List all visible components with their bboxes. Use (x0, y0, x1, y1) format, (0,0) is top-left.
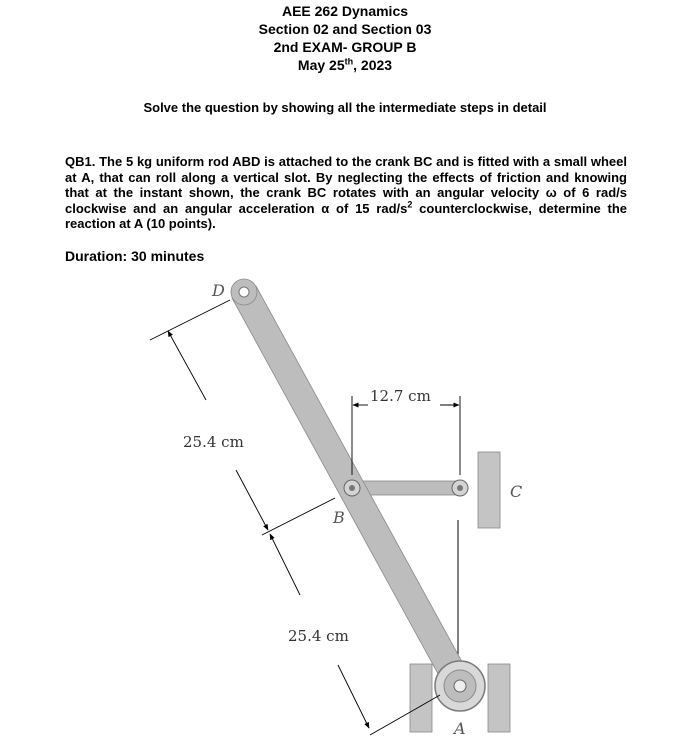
dim-line-bottom-upper (270, 534, 300, 595)
slot-support-left (410, 664, 432, 732)
units-superscript: 2 (407, 199, 413, 210)
dim-label-bottom: 25.4 cm (288, 627, 349, 645)
course-title: AEE 262 Dynamics (281, 3, 409, 19)
dim-line-top-lower (236, 470, 268, 530)
pin-b-dot (349, 485, 355, 491)
instruction-text: Solve the question by showing all the intermediate steps in detail (143, 100, 547, 115)
label-b: B (333, 508, 345, 527)
dim-label-crank: 12.7 cm (370, 387, 431, 405)
ext-line-d (150, 300, 230, 340)
dim-label-top: 25.4 cm (183, 433, 244, 451)
duration-text: Duration: 30 minutes (65, 248, 205, 264)
sections-line: Section 02 and Section 03 (258, 21, 432, 37)
pin-c-dot (457, 485, 463, 491)
dim-line-top-upper (168, 331, 206, 400)
ext-line-b (262, 498, 335, 535)
pin-d-icon (239, 287, 249, 297)
exam-title: 2nd EXAM- GROUP B (273, 39, 417, 55)
exam-date: May 25th, 2023 (297, 56, 393, 73)
label-d: D (212, 281, 225, 300)
dim-line-bottom-lower (338, 665, 369, 728)
slot-support-right (488, 664, 510, 732)
label-a: A (454, 719, 466, 738)
label-c: C (510, 482, 523, 501)
pin-a-icon (454, 680, 466, 692)
question-text: QB1. The 5 kg uniform rod ABD is attached to the crank BC and is fitted with a small wheel at A, that can roll along a vertical slot. By neglecting the effects of friction and knowing that at the instant shown, the crank BC rotates with an angular velocity ω of 6 rad/s clockwise and an angular acceleration α of 15 rad/$s^2$ counterclockwise, determine the reaction at A (10 points). (65, 154, 627, 232)
date-superscript: th (344, 56, 354, 67)
support-c (478, 452, 500, 528)
